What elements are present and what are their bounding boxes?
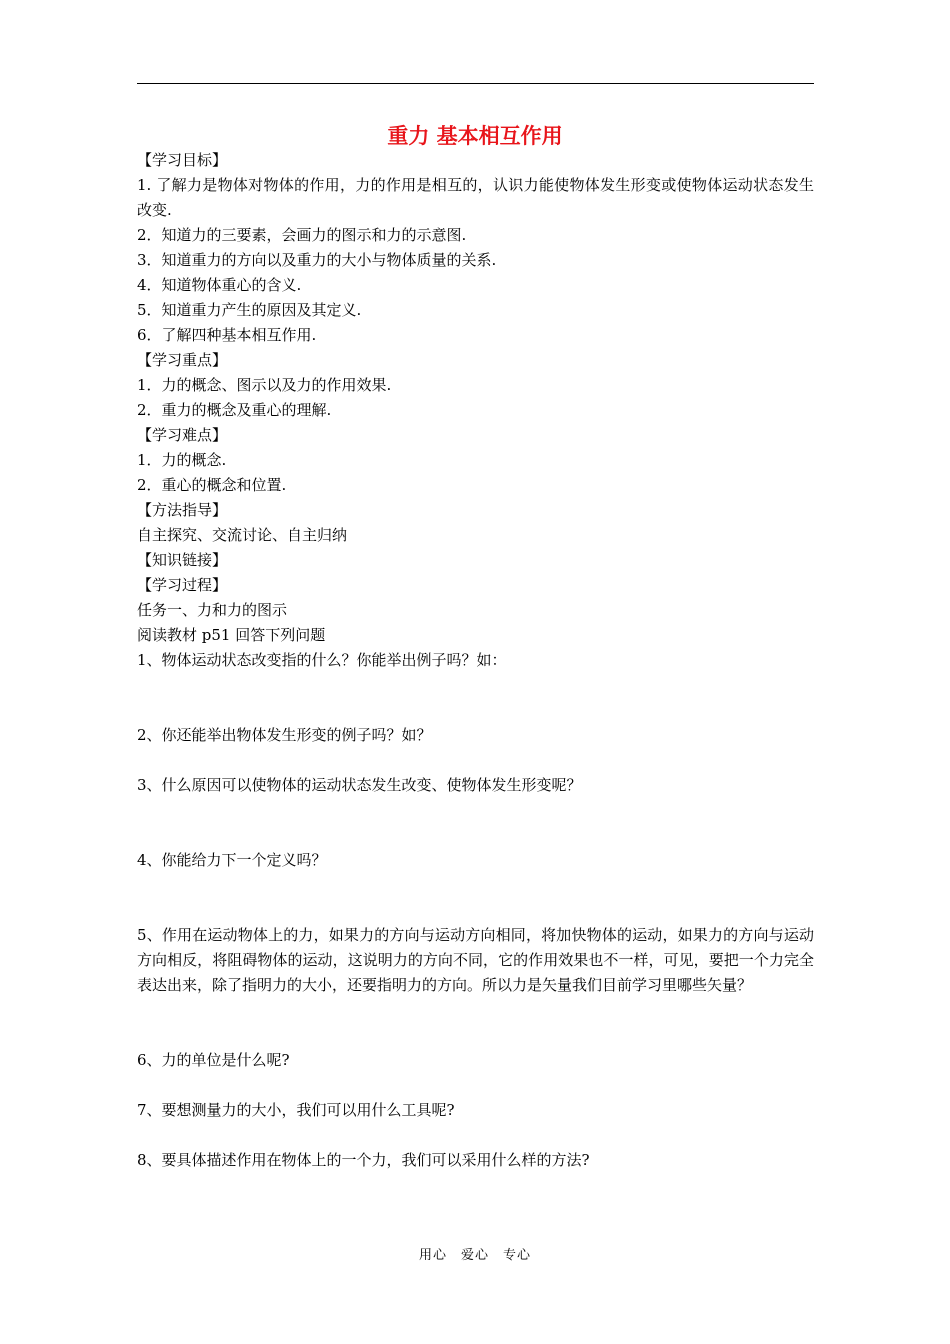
document-body: [137, 148, 814, 1173]
answer-space: [137, 798, 814, 848]
question-item: 4、你能给力下一个定义吗？: [137, 851, 327, 869]
goal-item: 2．知道力的三要素，会画力的图示和力的示意图.: [137, 226, 467, 244]
difficult-item: 1．力的概念.: [137, 451, 227, 469]
goal-item: 4．知道物体重心的含义.: [137, 276, 302, 294]
answer-space: [137, 1123, 814, 1148]
answer-space: [137, 998, 814, 1048]
key-item: 1．力的概念、图示以及力的作用效果.: [137, 376, 392, 394]
header-rule: [137, 83, 814, 84]
key-item: 2．重力的概念及重心的理解.: [137, 401, 332, 419]
goals-heading: 【学习目标】: [137, 151, 228, 169]
answer-space: [137, 1073, 814, 1098]
question-item: 7、要想测量力的大小，我们可以用什么工具呢?: [137, 1101, 455, 1119]
reading-instruction: 阅读教材 p51 回答下列问题: [137, 626, 326, 644]
task-heading: 任务一、力和力的图示: [137, 601, 288, 619]
goal-item: 5．知道重力产生的原因及其定义.: [137, 301, 362, 319]
answer-space: [137, 748, 814, 773]
key-heading: 【学习重点】: [137, 351, 228, 369]
question-item: 2、你还能举出物体发生形变的例子吗？如？: [137, 726, 432, 744]
difficult-heading: 【学习难点】: [137, 426, 228, 444]
question-item: 8、要具体描述作用在物体上的一个力，我们可以采用什么样的方法?: [137, 1151, 590, 1169]
process-heading: 【学习过程】: [137, 576, 228, 594]
question-item: 5、作用在运动物体上的力，如果力的方向与运动方向相同，将加快物体的运动，如果力的方向与运动方向相反，将阻碍物体的运动，这说明力的方向不同，它的作用效果也不一样，可见，要把一个力完全表达出来，除了指明力的大小，还要指明力的方向。所以力是矢量我们目前学习里哪些矢量？: [137, 926, 814, 994]
page-title: 重力 基本相互作用: [387, 124, 563, 148]
method-text: 自主探究、交流讨论、自主归纳: [137, 526, 348, 544]
question-item: 1、物体运动状态改变指的什么？你能举出例子吗？如：: [137, 651, 507, 669]
method-heading: 【方法指导】: [137, 501, 228, 519]
link-heading: 【知识链接】: [137, 551, 228, 569]
answer-space: [137, 673, 814, 723]
answer-space: [137, 873, 814, 923]
goal-item: 6．了解四种基本相互作用.: [137, 326, 317, 344]
goal-item: 1. 了解力是物体对物体的作用，力的作用是相互的，认识力能使物体发生形变或使物体运动状态发生改变.: [137, 176, 814, 219]
difficult-item: 2．重心的概念和位置.: [137, 476, 287, 494]
question-item: 6、力的单位是什么呢?: [137, 1051, 290, 1069]
question-item: 3、什么原因可以使物体的运动状态发生改变、使物体发生形变呢？: [137, 776, 582, 794]
page-footer: 用心 爱心 专心: [418, 1248, 531, 1263]
goal-item: 3．知道重力的方向以及重力的大小与物体质量的关系.: [137, 251, 497, 269]
